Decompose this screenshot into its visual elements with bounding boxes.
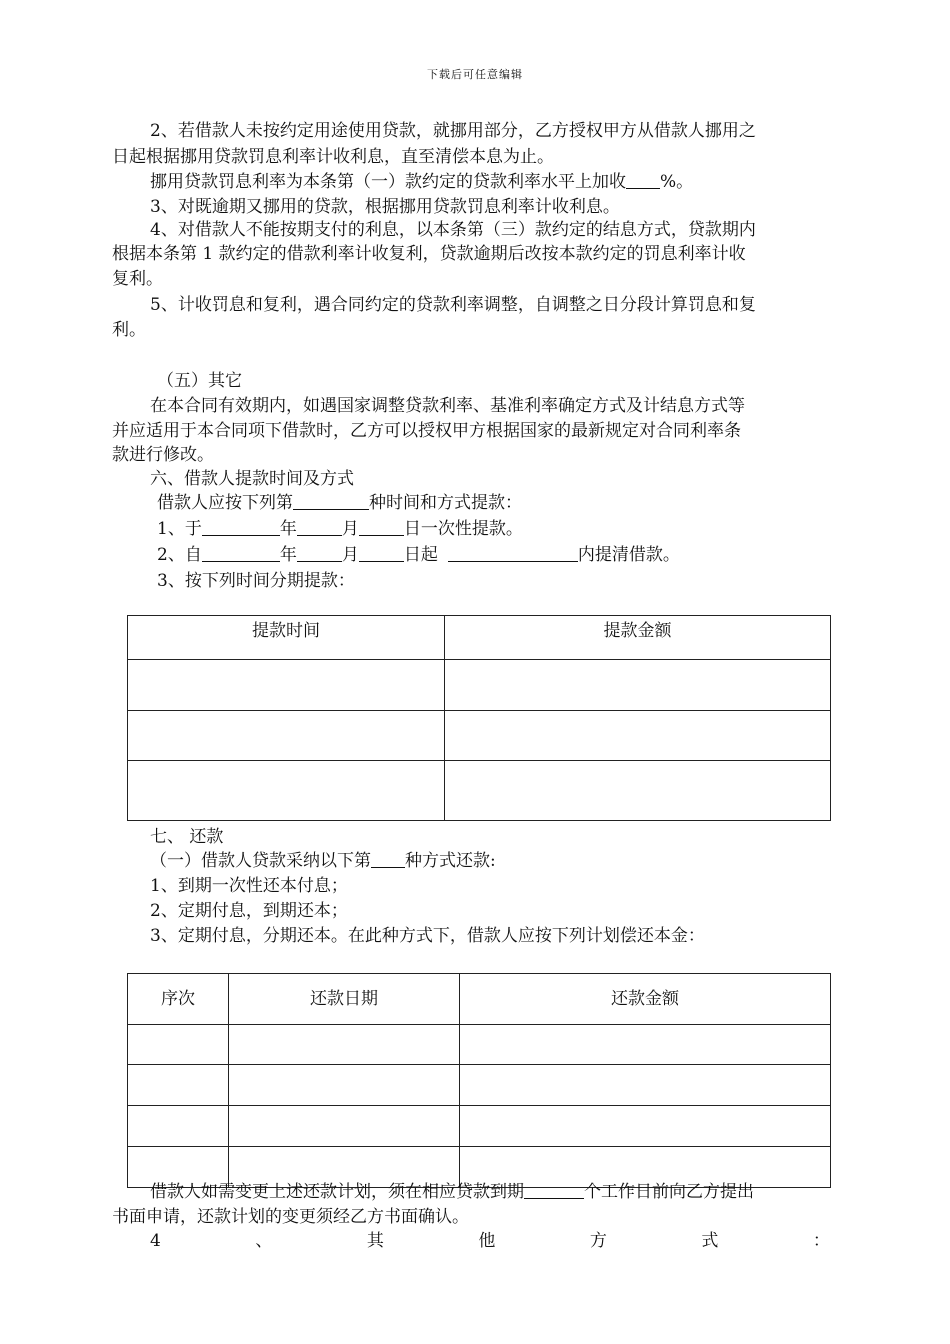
blank-field[interactable]: [202, 543, 280, 562]
blank-field[interactable]: [297, 517, 342, 536]
blank-field[interactable]: [359, 543, 404, 562]
table-cell[interactable]: [128, 711, 445, 761]
table-header-row: [128, 974, 831, 1025]
spread-char: 方: [589, 1231, 607, 1251]
paragraph-line: 3、定期付息，分期还本。在此种方式下，借款人应按下列计划偿还本金：: [150, 926, 705, 946]
paragraph-line: 书面申请，还款计划的变更须经乙方书面确认。: [112, 1207, 469, 1227]
text-span: 日起: [403, 545, 438, 565]
text-span: （一）借款人贷款采纳以下第: [150, 851, 371, 871]
paragraph-line: 款进行修改。: [112, 445, 214, 465]
section-heading: 七、 还款: [150, 827, 224, 847]
text-span: 内提清借款。: [577, 545, 680, 565]
text-span: 2、自: [157, 545, 202, 565]
table-cell[interactable]: [128, 660, 445, 711]
paragraph-line: [150, 849, 875, 874]
paragraph-line: [150, 170, 875, 195]
paragraph-line: 5、计收罚息和复利，遇合同约定的贷款利率调整，自调整之日分段计算罚息和复: [150, 295, 756, 315]
paragraph-line: 3、对既逾期又挪用的贷款，根据挪用贷款罚息利率计收利息。: [150, 197, 620, 217]
blank-field[interactable]: [626, 170, 660, 189]
paragraph-line: 在本合同有效期内，如遇国家调整贷款利率、基准利率确定方式及计结息方式等: [150, 396, 745, 416]
paragraph-line: 1、到期一次性还本付息；: [150, 876, 348, 896]
blank-field[interactable]: [293, 491, 369, 510]
text-span: 日一次性提款。: [403, 519, 523, 539]
table-row: [128, 1106, 831, 1147]
paragraph-line: 4、对借款人不能按期支付的利息，以本条第（三）款约定的结息方式，贷款期内: [150, 220, 756, 240]
spread-char: 、: [255, 1231, 273, 1251]
table-row: [128, 1065, 831, 1106]
table-header-row: [128, 616, 831, 660]
paragraph-line: 2、定期付息，到期还本；: [150, 901, 348, 921]
blank-field[interactable]: [359, 517, 404, 536]
table-row: [128, 1025, 831, 1065]
text-span: 个工作日前向乙方提出: [584, 1182, 754, 1202]
text-span: 挪用贷款罚息利率为本条第（一）款约定的贷款利率水平上加收: [150, 172, 626, 192]
table-cell[interactable]: [460, 1106, 831, 1147]
text-span: 月: [341, 519, 359, 539]
table-cell[interactable]: [128, 1025, 229, 1065]
text-span: 1、于: [157, 519, 202, 539]
table-cell[interactable]: [445, 660, 831, 711]
table-cell[interactable]: [128, 761, 445, 821]
table-cell[interactable]: [229, 1106, 460, 1147]
table-header-cell: 提款时间: [128, 616, 445, 660]
paragraph-line: [150, 1180, 875, 1205]
spread-char: 其: [366, 1231, 384, 1251]
table-cell[interactable]: [128, 1106, 229, 1147]
text-span: 月: [341, 545, 359, 565]
paragraph-line: 复利。: [112, 269, 163, 289]
text-span: 借款人如需变更上述还款计划，须在相应贷款到期: [150, 1182, 524, 1202]
table-cell[interactable]: [229, 1065, 460, 1106]
paragraph-line: 2、若借款人未按约定用途使用贷款，就挪用部分，乙方授权甲方从借款人挪用之: [150, 121, 756, 141]
text-span: 种方式还款:: [405, 851, 496, 871]
text-span: 借款人应按下列第: [157, 493, 293, 513]
section-heading: 六、借款人提款时间及方式: [150, 469, 354, 489]
table-row: [128, 761, 831, 821]
paragraph-line: [157, 517, 882, 542]
section-heading: （五）其它: [157, 371, 242, 391]
page-header: 下载后可任意编辑: [427, 68, 523, 81]
table-header-cell: 序次: [128, 974, 229, 1025]
blank-field[interactable]: [448, 543, 578, 562]
paragraph-line: 3、按下列时间分期提款：: [157, 571, 355, 591]
spread-char: ：: [812, 1231, 830, 1251]
blank-field[interactable]: [202, 517, 280, 536]
table-row: [128, 711, 831, 761]
table-cell[interactable]: [128, 1065, 229, 1106]
paragraph-line: [157, 543, 882, 568]
paragraph-line: [157, 491, 882, 516]
text-span: 年: [279, 545, 297, 565]
table-cell[interactable]: [445, 711, 831, 761]
repayment-table: [127, 973, 831, 1188]
withdrawal-table: [127, 615, 831, 821]
text-span: %。: [660, 172, 694, 192]
blank-field[interactable]: [371, 849, 405, 868]
table-header-cell: 还款日期: [229, 974, 460, 1025]
spread-char: 4: [150, 1231, 161, 1251]
blank-field[interactable]: [297, 543, 342, 562]
paragraph-line: 日起根据挪用贷款罚息利率计收利息，直至清偿本息为止。: [112, 147, 554, 167]
other-method-line: [150, 1229, 830, 1254]
table-row: [128, 660, 831, 711]
spread-char: 式: [701, 1231, 719, 1251]
table-cell[interactable]: [229, 1025, 460, 1065]
table-cell[interactable]: [445, 761, 831, 821]
text-span: 年: [279, 519, 297, 539]
paragraph-line: 并应适用于本合同项下借款时，乙方可以授权甲方根据国家的最新规定对合同利率条: [112, 421, 741, 441]
table-cell[interactable]: [460, 1065, 831, 1106]
table-cell[interactable]: [460, 1025, 831, 1065]
table-header-cell: 提款金额: [445, 616, 831, 660]
table-header-cell: 还款金额: [460, 974, 831, 1025]
blank-field[interactable]: [524, 1180, 584, 1199]
paragraph-line: 利。: [112, 320, 146, 340]
spread-char: 他: [478, 1231, 496, 1251]
text-span: 种时间和方式提款：: [369, 493, 522, 513]
paragraph-line: 根据本条第 1 款约定的借款利率计收复利，贷款逾期后改按本款约定的罚息利率计收: [112, 244, 746, 264]
